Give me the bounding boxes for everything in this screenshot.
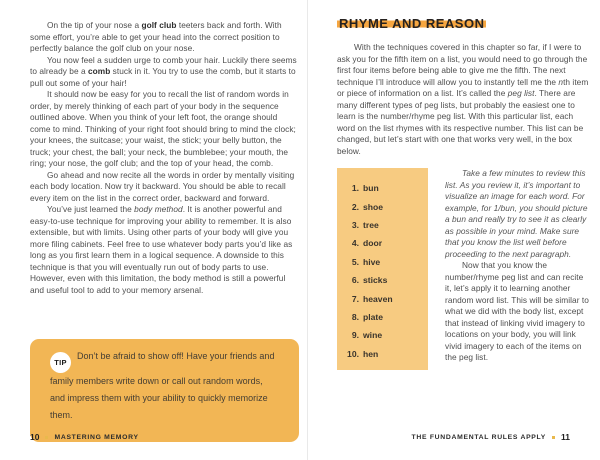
peg-list-item (337, 253, 428, 271)
paragraph: Now that you know the number/rhyme peg list and can recite it, let’s apply it to learning another random word list. This will be similar to what we did with the body list, except that instead of linking vivid imagery to locations on your body, you will link vivid imagery to each of the items on the peg list. (445, 260, 589, 362)
dot-separator-icon (45, 436, 48, 439)
peg-item-word: hive (363, 256, 381, 267)
left-page-footer (30, 432, 139, 442)
peg-list-side-text (445, 168, 591, 364)
paragraph: You now feel a sudden urge to comb your hair. Luckily there seems to already be a comb stuck in it. You try to use the comb, but it starts to pull out some of your hair! (30, 54, 297, 88)
peg-list-item (337, 345, 428, 363)
peg-item-word: wine (363, 330, 383, 341)
tip-paragraph (50, 348, 275, 424)
tip-box (30, 339, 299, 442)
peg-list-item (337, 308, 428, 326)
chapter-title-label: THE FUNDAMENTAL RULES APPLY (411, 433, 546, 441)
peg-item-word: sticks (363, 275, 388, 286)
right-page-footer (412, 432, 570, 442)
dot-separator-icon (552, 436, 555, 439)
section-heading: RHYME AND REASON (339, 16, 485, 31)
tip-badge: TIP (50, 352, 71, 373)
peg-list-box (337, 168, 428, 370)
page-gutter-divider (307, 0, 308, 460)
peg-item-word: heaven (363, 293, 393, 304)
peg-item-number: 8. (351, 311, 359, 322)
page-number: 11 (561, 432, 570, 442)
paragraph: With the techniques covered in this chapter so far, if I were to ask you for the fifth item on a list, you would need to go through the first four items before being able to give me the fifth. The next technique I’ll introduce will allow you to instantly tell me the nth item or piece of information on a list. It’s called the peg list. There are many different types of peg lists, but probably the easiest one to learn is the number/rhyme peg list. With this particular list, each word on the list rhymes with its respective number. This list can be changed, but let’s start with one that works very well, in the box below. (337, 42, 589, 156)
peg-list-item (337, 179, 428, 197)
peg-item-word: shoe (363, 201, 384, 212)
peg-item-number: 1. (351, 183, 359, 194)
peg-item-number: 5. (351, 256, 359, 267)
peg-item-word: plate (363, 311, 384, 322)
peg-item-number: 4. (351, 238, 359, 249)
peg-list-item (337, 289, 428, 307)
peg-item-number: 10. (347, 348, 359, 359)
peg-item-word: door (363, 238, 383, 249)
peg-item-word: bun (363, 183, 379, 194)
page-number: 10 (30, 432, 40, 442)
peg-item-word: tree (363, 219, 379, 230)
peg-item-number: 3. (351, 219, 359, 230)
peg-item-word: hen (363, 348, 379, 359)
peg-list-item (337, 216, 428, 234)
paragraph: It should now be easy for you to recall the list of random words in order, by merely thinking of each part of your body in the sequence outlined above. When you think of your left foot, the orange should come to mind. Thinking of your right foot should bring to mind the clock; your knees, the suitcase; your waist, the stick; your belly button, the truck; your chest, the ball; your neck, the bumblebee; your mouth, the ring; your nose, the golf club; and the top of your head, the comb. (30, 89, 296, 168)
peg-list-item (337, 326, 428, 344)
right-page-body (337, 42, 589, 157)
paragraph: On the tip of your nose a golf club teeters back and forth. With some effort, you’re able to get your head into the correct position to perfectly balance the golf club on your nose. (30, 20, 282, 53)
tip-text: Don’t be afraid to show off! Have your friends and family members write down or call out random words, and impress them with your ability to quickly memorize them. (50, 351, 275, 420)
peg-list-item (337, 234, 428, 252)
peg-item-number: 2. (351, 201, 359, 212)
book-title-label: MASTERING MEMORY (54, 433, 139, 441)
paragraph: You’ve just learned the body method. It is another powerful and easy-to-use technique for improving your ability to remember. It is also extensible, but with limits. Using other parts of your body will give you more filing cabinets. Feel free to use whatever body parts you’d like as long as you first learn them in a logical sequence. A downside to this technique is that you will eventually run out of body parts to use. However, even with this limitation, the body method is still a powerful and useful tool to add to your memory arsenal. (30, 204, 293, 295)
paragraph: Take a few minutes to review this list. As you review it, it’s important to visualize an image for each word. For example, for 1/bun, you should picture a bun and really try to see it as clearly as possible in your mind. Make sure that you know the list well before proceeding to the next paragraph. (445, 168, 588, 259)
peg-list-item (337, 197, 428, 215)
peg-item-number: 9. (351, 330, 359, 341)
peg-item-number: 6. (351, 275, 359, 286)
left-page-body (30, 20, 298, 296)
paragraph: Go ahead and now recite all the words in order by mentally visiting each body location. Now try it backward. You should be able to recall every item on the list in the correct order, backward and forward. (30, 169, 295, 203)
peg-item-number: 7. (351, 293, 359, 304)
peg-list-item (337, 271, 428, 289)
